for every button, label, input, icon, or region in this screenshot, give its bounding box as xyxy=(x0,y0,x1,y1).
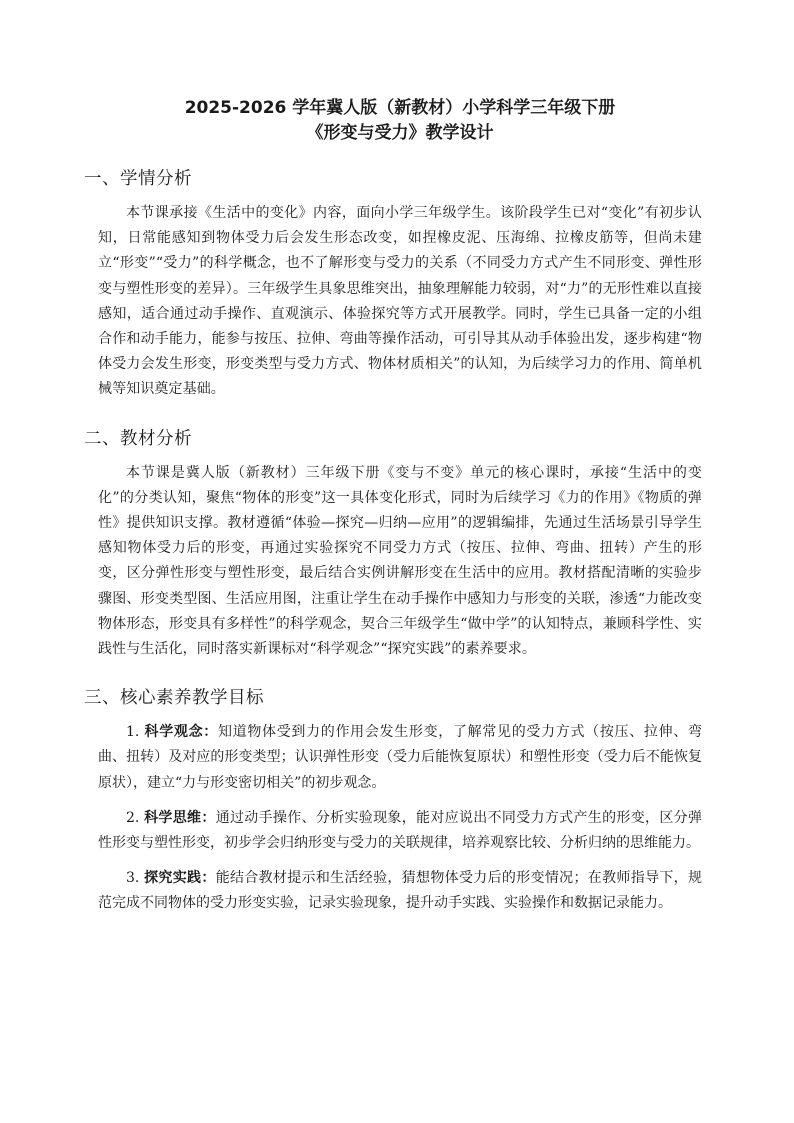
document-title-line-1: 2025-2026 学年冀人版（新教材）小学科学三年级下册 xyxy=(184,98,616,118)
goal-number: 3. xyxy=(126,870,140,887)
goal-term: 科学观念： xyxy=(144,724,218,741)
goal-term: 探究实践： xyxy=(144,870,216,887)
goal-item xyxy=(98,720,702,796)
section-learner-analysis xyxy=(84,165,702,403)
section-heading: 三、核心素养教学目标 xyxy=(84,688,264,709)
section-core-literacy-goals xyxy=(84,684,703,916)
section-paragraph: 本节课承接《生活中的变化》内容，面向小学三年级学生。该阶段学生已对“变化”有初步认知，日常能感知到物体受力后会发生形态改变，如捏橡皮泥、压海绵、拉橡皮筋等，但尚未建立“形变”“受力”的科学概念，也不了解形变与受力的关系（不同受力方式产生不同形变、弹性形变与塑性形变的差异）。三年级学生具象思维突出，抽象理解能力较弱，对“力”的无形性难以直接感知，适合通过动手操作、直观演示、体验探究等方式开展教学。同时，学生已具备一定的小组合作和动手能力，能参与按压、拉伸、弯曲等操作活动，可引导其从动手体验出发，逐步构建“物体受力会发生形变，形变类型与受力方式、物体材质相关”的认知，为后续学习力的作用、简单机械等知识奠定基础。 xyxy=(98,205,702,398)
section-heading: 二、教材分析 xyxy=(84,428,192,449)
section-textbook-analysis xyxy=(84,425,702,663)
section-paragraph: 本节课是冀人版（新教材）三年级下册《变与不变》单元的核心课时，承接“生活中的变化”的分类认知，聚焦“物体的形变”这一具体变化形式，同时为后续学习《力的作用》《物质的弹性》提供知识支撑。教材遵循“体验—探究—归纳—应用”的逻辑编排，先通过生活场景引导学生感知物体受力后的形变，再通过实验探究不同受力方式（按压、拉伸、弯曲、扭转）产生的形变，区分弹性形变与塑性形变，最后结合实例讲解形变在生活中的应用。教材搭配清晰的实验步骤图、形变类型图、生活应用图，注重让学生在动手操作中感知力与形变的关联，渗透“力能改变物体形态，形变具有多样性”的科学观念，契合三年级学生“做中学”的认知特点，兼顾科学性、实践性与生活化，同时落实新课标对“科学观念”“探究实践”的素养要求。 xyxy=(98,464,702,658)
goal-number: 1. xyxy=(126,724,140,741)
goal-text: 能结合教材提示和生活经验，猜想物体受力后的形变情况；在教师指导下，规范完成不同物体的受力形变实验，记录实验现象，提升动手实践、实验操作和数据记录能力。 xyxy=(98,870,702,912)
document-title-line-2: 《形变与受力》教学设计 xyxy=(306,123,494,143)
goal-number: 2. xyxy=(126,809,140,826)
goal-text: 知道物体受到力的作用会发生形变，了解常见的受力方式（按压、拉伸、弯曲、扭转）及对应的形变类型；认识弹性形变（受力后能恢复原状）和塑性形变（受力后不能恢复原状），建立“力与形变密切相关”的初步观念。 xyxy=(98,724,703,791)
goal-item xyxy=(98,866,702,916)
goal-text: 通过动手操作、分析实验现象，能对应说出不同受力方式产生的形变，区分弹性形变与塑性形变，初步学会归纳形变与受力的关联规律，培养观察比较、分析归纳的思维能力。 xyxy=(98,809,702,852)
section-heading: 一、学情分析 xyxy=(84,169,192,189)
goal-item xyxy=(98,806,702,856)
goal-term: 科学思维： xyxy=(144,809,216,826)
